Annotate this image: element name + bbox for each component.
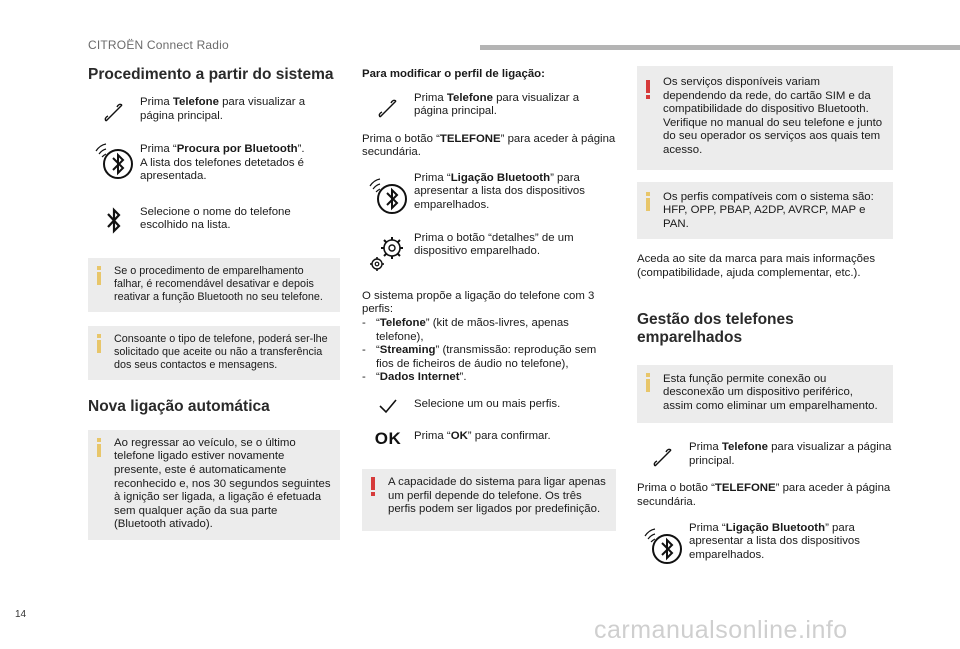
step-text: Prima “Ligação Bluetooth” para apresentar a lista dos dispositivos emparelhados. [414,171,585,211]
phone-handset-icon [637,441,689,470]
profile-list [362,317,616,385]
step-select-profiles [362,397,616,415]
step-confirm [362,429,616,449]
step-select-phone [88,204,340,236]
info-box-contacts: Consoante o tipo de telefone, poderá ser-lhe solicitado que aceite ou não a transferência dos seus contactos e mensagens. [88,326,340,380]
info-box-compatible-profiles: Os perfis compatíveis com o sistema são: HFP, OPP, PBAP, A2DP, AVRCP, MAP e PAN. [637,182,893,240]
paragraph-brand-site: Aceda ao site da marca para mais informações (compatibilidade, ajuda complementar, etc.). [637,253,876,279]
watermark: carmanualsonline.info [594,616,848,644]
step-text: Prima Telefone para visualizar a página principal. [140,96,306,122]
list-item: - “Streaming” (transmissão: reprodução sem fios de ficheiros de áudio no telefone), [362,344,597,370]
warning-icon [371,477,375,496]
section-title-auto-connect: Nova ligação automática [88,397,270,415]
subsection-title-profile: Para modificar o perfil de ligação: [362,68,545,80]
list-item: - “Telefone” (kit de mãos-livres, apenas telefone), [362,316,569,343]
step-text: Prima “OK” para confirmar. [414,429,551,442]
step-bluetooth-connection [637,522,893,568]
info-box-pairing-failed: Se o procedimento de emparelhamento falhar, é recomendável desativar e depois reativar a função Bluetooth no seu telefone. [88,258,340,312]
warning-box-profiles: A capacidade do sistema para ligar apenas um perfil depende do telefone. Os três perfis podem ser ligados por predefinição. [362,469,616,531]
step-text: Selecione um ou mais perfis. [414,397,561,410]
info-icon [97,266,101,285]
phone-handset-icon [362,92,414,121]
step-text: Prima Telefone para visualizar a página principal. [689,441,892,467]
bluetooth-search-icon [637,522,689,568]
info-icon [97,438,101,457]
step-text: Prima “Procura por Bluetooth”. A lista dos telefones detetados é apresentada. [140,143,305,183]
bluetooth-search-icon [362,172,414,218]
column-1 [88,66,340,540]
warning-icon [646,80,650,99]
step-text: Selecione o nome do telefone escolhido na lista. [140,205,291,232]
phone-handset-icon [88,96,140,125]
step-phone-home [88,96,340,125]
header-title: CITROËN Connect Radio [88,38,229,52]
column-2 [362,66,616,531]
info-box-auto-connect: Ao regressar ao veículo, se o último telefone ligado estiver novamente presente, este é automaticamente reconhecido e, nos 30 segundos seguintes à ignição ser ligada, a ligação é efetuada sem qualquer ação da sua parte (Bluetooth ativado). [88,430,340,540]
step-bluetooth-search [88,137,340,184]
column-3 [637,66,893,568]
section-title-procedure: Procedimento a partir do sistema [88,66,334,83]
step-details [362,230,616,274]
bluetooth-search-icon [88,137,140,183]
section-title-paired-phones: Gestão dos telefones emparelhados [637,310,794,346]
paragraph-profiles: O sistema propõe a ligação do telefone com 3 perfis: [362,289,595,316]
settings-gears-icon [362,230,414,274]
checkmark-icon [362,397,414,415]
info-icon [97,334,101,353]
ok-icon: OK [374,428,402,448]
page-number: 14 [15,609,27,620]
warning-box-services: Os serviços disponíveis variam dependendo da rede, do cartão SIM e da compatibilidade do dispositivo Bluetooth. Verifique no manual do seu telefone e junto do seu operador os serviços aos quais tem acesso. [637,66,893,170]
step-bluetooth-connection [362,172,616,218]
paragraph-telefone-button: Prima o botão “TELEFONE” para aceder à página secundária. [637,482,891,508]
step-text: Prima “Ligação Bluetooth” para apresentar a lista dos dispositivos emparelhados. [689,521,860,561]
info-box-manage: Esta função permite conexão ou desconexão um dispositivo periférico, assim como eliminar um emparelhamento. [637,365,893,424]
step-text: Prima Telefone para visualizar a página principal. [414,91,580,118]
list-item: - “Dados Internet”. [362,371,467,384]
step-phone-home [362,92,616,121]
step-phone-home [637,441,893,470]
info-icon [646,192,650,211]
header-bar [480,45,960,50]
bluetooth-icon [88,204,140,236]
paragraph-telefone-button: Prima o botão “TELEFONE” para aceder à página secundária. [362,132,616,159]
step-text: Prima o botão “detalhes” de um dispositivo emparelhado. [414,231,574,258]
info-icon [646,373,650,392]
